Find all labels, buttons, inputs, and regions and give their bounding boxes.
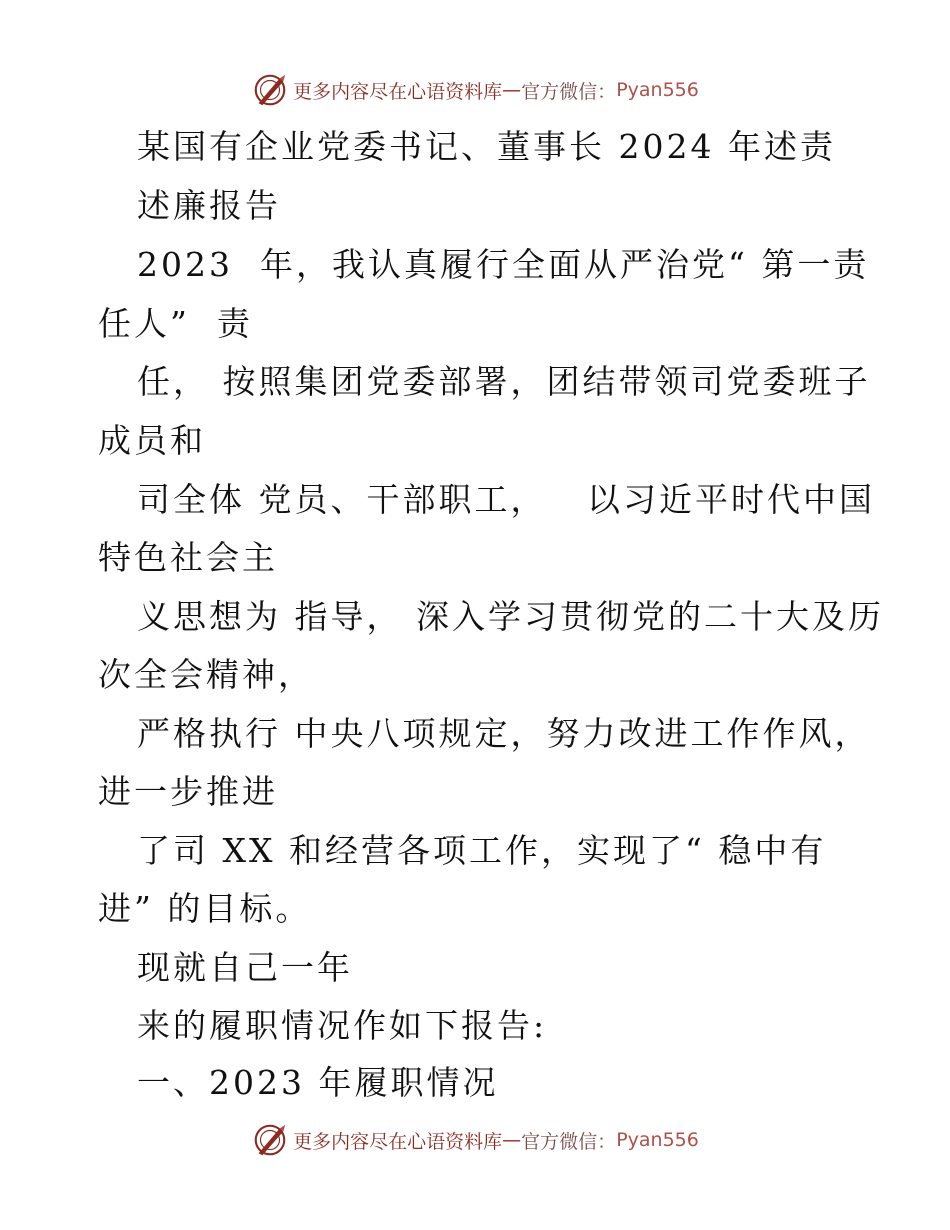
pen-logo-icon [251, 71, 289, 109]
doc-line: 成员和 [98, 421, 206, 460]
doc-line: 义思想为 指导， 深入学习贯彻党的二十大及历 [137, 597, 884, 636]
doc-line: 2023 年，我认真履行全面从严治党“ 第一责 [137, 245, 870, 284]
watermark-wechat-id: Pyan556 [616, 1129, 699, 1151]
doc-line: 严格执行 中央八项规定，努力改进工作作风， [137, 714, 871, 753]
watermark-separator: — [502, 79, 522, 101]
doc-line: 现就自己一年 [137, 948, 353, 987]
doc-line: 次全会精神， [98, 655, 314, 694]
doc-line: 进一步推进 [98, 772, 278, 811]
watermark-banner-bottom [0, 1120, 950, 1160]
doc-title-line-2: 述廉报告 [137, 186, 281, 225]
doc-line: 司全体 党员、干部职工， 以习近平时代中国 [137, 480, 875, 519]
watermark-banner-top [0, 70, 950, 110]
doc-line: 特色社会主 [98, 538, 278, 577]
doc-section-heading: 一、2023 年履职情况 [137, 1063, 499, 1102]
doc-line: 任人” 责 [98, 304, 253, 343]
doc-title-line-1: 某国有企业党委书记、董事长 2024 年述责 [137, 127, 836, 166]
watermark-wechat-label: 官方微信： [521, 1130, 617, 1153]
doc-line: 来的履职情况作如下报告: [137, 1006, 548, 1045]
doc-line: 进” 的目标。 [98, 889, 312, 928]
watermark-separator: — [502, 1129, 522, 1151]
watermark-text: 更多内容尽在心语资料库 [293, 80, 503, 103]
watermark-wechat-id: Pyan556 [616, 79, 699, 101]
pen-logo-icon [251, 1121, 289, 1159]
watermark-text: 更多内容尽在心语资料库 [293, 1130, 503, 1153]
doc-line: 任， 按照集团党委部署，团结带领司党委班子 [137, 362, 871, 401]
doc-line: 了司 XX 和经营各项工作，实现了“ 稳中有 [137, 831, 827, 870]
watermark-wechat-label: 官方微信： [521, 80, 617, 103]
